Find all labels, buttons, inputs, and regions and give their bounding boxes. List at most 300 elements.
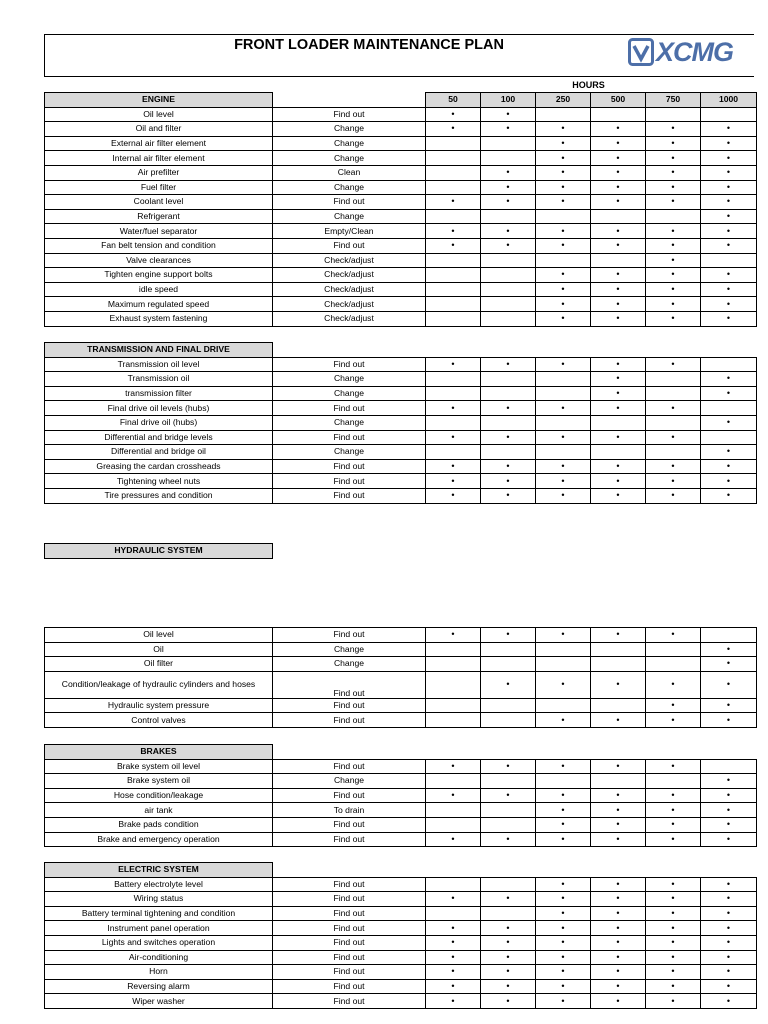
interval-cell-500 [591,642,646,657]
bullet-mark: • [506,123,510,134]
interval-cell-750 [646,979,701,994]
interval-cell-100 [481,803,536,818]
interval-cell-750 [646,224,701,239]
item-cell: External air filter element [45,136,273,151]
section-title: ELECTRIC SYSTEM [45,863,273,878]
item-cell: Tighten engine support bolts [45,268,273,283]
bullet-mark: • [506,833,510,844]
table-row [45,253,757,268]
interval-cell-50 [426,165,481,180]
item-cell: Oil level [45,628,273,643]
interval-cell-250 [536,238,591,253]
interval-cell-50 [426,935,481,950]
interval-cell-750 [646,136,701,151]
bullet-mark: • [561,196,565,207]
interval-cell-1000 [701,268,757,283]
interval-cell-100 [481,877,536,892]
interval-cell-250 [536,209,591,224]
interval-cell-100 [481,165,536,180]
interval-cell-500 [591,357,646,372]
interval-cell-50 [426,965,481,980]
item-cell: Brake and emergency operation [45,832,273,847]
interval-cell-250 [536,430,591,445]
bullet-mark: • [616,137,620,148]
bullet-mark: • [561,951,565,962]
bullet-mark: • [561,181,565,192]
bullet-mark: • [671,789,675,800]
action-cell: Check/adjust [273,297,426,312]
item-cell: Fuel filter [45,180,273,195]
interval-cell-50 [426,774,481,789]
xcmg-wordmark: XCMG [656,36,733,67]
bullet-mark: • [561,966,565,977]
interval-cell-1000 [701,965,757,980]
bullet-mark: • [506,490,510,501]
interval-cell-1000 [701,698,757,713]
interval-cell-750 [646,372,701,387]
bullet-mark: • [726,980,731,991]
interval-cell-50 [426,698,481,713]
blank-cell [426,343,481,358]
interval-cell-1000 [701,224,757,239]
table-row [45,965,757,980]
interval-cell-750 [646,935,701,950]
action-cell: Find out [273,430,426,445]
item-cell: Battery electrolyte level [45,877,273,892]
interval-cell-50 [426,195,481,210]
table-row [45,238,757,253]
interval-cell-500 [591,459,646,474]
action-header-blank [273,93,426,108]
table-row [45,906,757,921]
item-cell: Reversing alarm [45,979,273,994]
interval-cell-50 [426,401,481,416]
bullet-mark: • [506,995,510,1006]
interval-cell-750 [646,195,701,210]
bullet-mark: • [726,714,731,725]
interval-cell-1000 [701,642,757,657]
section-title: BRAKES [45,745,273,760]
action-cell: Find out [273,832,426,847]
bullet-mark: • [616,123,620,134]
item-cell: Tightening wheel nuts [45,474,273,489]
bullet-mark: • [726,387,731,398]
interval-cell-500 [591,979,646,994]
table-row [45,386,757,401]
table-row [45,209,757,224]
interval-cell-1000 [701,459,757,474]
interval-cell-1000 [701,357,757,372]
blank-cell [481,863,536,878]
bullet-mark: • [616,937,620,948]
action-cell: Find out [273,759,426,774]
bullet-mark: • [506,358,510,369]
table-row [45,297,757,312]
bullet-mark: • [506,893,510,904]
interval-cell-500 [591,698,646,713]
interval-cell-500 [591,195,646,210]
interval-cell-500 [591,671,646,698]
action-cell: Change [273,136,426,151]
interval-cell-250 [536,994,591,1009]
interval-cell-100 [481,759,536,774]
table-row [45,122,757,137]
item-cell: Differential and bridge levels [45,430,273,445]
bullet-mark: • [506,679,510,690]
interval-cell-50 [426,892,481,907]
interval-cell-500 [591,892,646,907]
bullet-mark: • [671,269,675,280]
table-row [45,282,757,297]
bullet-mark: • [451,475,455,486]
interval-cell-250 [536,224,591,239]
bullet-mark: • [726,878,731,889]
bullet-mark: • [506,966,510,977]
item-cell: Oil [45,642,273,657]
interval-cell-500 [591,817,646,832]
bullet-mark: • [506,937,510,948]
interval-cell-50 [426,474,481,489]
hours-col-250: 250 [536,93,591,108]
action-cell: Change [273,180,426,195]
interval-cell-750 [646,671,701,698]
interval-cell-750 [646,386,701,401]
interval-cell-250 [536,774,591,789]
interval-cell-250 [536,892,591,907]
action-cell: Change [273,642,426,657]
interval-cell-750 [646,817,701,832]
electric-section [44,862,757,1009]
interval-cell-50 [426,311,481,326]
bullet-mark: • [671,181,675,192]
interval-cell-100 [481,268,536,283]
interval-cell-750 [646,122,701,137]
interval-cell-500 [591,238,646,253]
item-cell: Final drive oil levels (hubs) [45,401,273,416]
interval-cell-1000 [701,107,757,122]
interval-cell-250 [536,979,591,994]
interval-cell-250 [536,445,591,460]
bullet-mark: • [506,629,510,640]
interval-cell-250 [536,698,591,713]
interval-cell-250 [536,671,591,698]
bullet-mark: • [451,629,455,640]
bullet-mark: • [726,460,731,471]
blank-cell [426,863,481,878]
table-row [45,224,757,239]
interval-cell-1000 [701,430,757,445]
interval-cell-500 [591,430,646,445]
interval-cell-250 [536,906,591,921]
interval-cell-750 [646,209,701,224]
table-row [45,311,757,326]
interval-cell-250 [536,935,591,950]
bullet-mark: • [671,402,675,413]
interval-cell-500 [591,311,646,326]
action-cell: Find out [273,892,426,907]
action-cell: Find out [273,994,426,1009]
interval-cell-750 [646,474,701,489]
interval-cell-100 [481,430,536,445]
interval-cell-50 [426,297,481,312]
interval-cell-50 [426,107,481,122]
bullet-mark: • [616,225,620,236]
bullet-mark: • [561,878,565,889]
interval-cell-1000 [701,759,757,774]
interval-cell-1000 [701,803,757,818]
action-cell: Change [273,415,426,430]
blank-cell [591,343,646,358]
item-cell: Refrigerant [45,209,273,224]
interval-cell-50 [426,209,481,224]
interval-cell-750 [646,107,701,122]
bullet-mark: • [451,358,455,369]
item-cell: Battery terminal tightening and condition [45,906,273,921]
bullet-mark: • [561,225,565,236]
interval-cell-50 [426,445,481,460]
item-cell: Oil and filter [45,122,273,137]
interval-cell-250 [536,386,591,401]
table-row [45,372,757,387]
item-cell: Condition/leakage of hydraulic cylinders and hoses [45,671,273,698]
bullet-mark: • [616,760,620,771]
section-title: ENGINE [45,93,273,108]
interval-cell-1000 [701,979,757,994]
bullet-mark: • [726,907,731,918]
bullet-mark: • [506,431,510,442]
bullet-mark: • [616,475,620,486]
interval-cell-250 [536,759,591,774]
item-cell: Coolant level [45,195,273,210]
bullet-mark: • [451,937,455,948]
item-cell: Greasing the cardan crossheads [45,459,273,474]
interval-cell-750 [646,713,701,728]
item-cell: Wiper washer [45,994,273,1009]
table-row [45,994,757,1009]
interval-cell-100 [481,386,536,401]
blank-cell [646,863,701,878]
bullet-mark: • [561,833,565,844]
interval-cell-500 [591,268,646,283]
action-cell: Find out [273,671,426,698]
bullet-mark: • [451,196,455,207]
interval-cell-100 [481,122,536,137]
bullet-mark: • [451,966,455,977]
interval-cell-250 [536,832,591,847]
bullet-mark: • [671,760,675,771]
bullet-mark: • [451,225,455,236]
interval-cell-500 [591,759,646,774]
item-cell: Instrument panel operation [45,921,273,936]
item-cell: idle speed [45,282,273,297]
interval-cell-500 [591,994,646,1009]
blank-cell [426,745,481,760]
bullet-mark: • [506,760,510,771]
item-cell: Transmission oil [45,372,273,387]
item-cell: Final drive oil (hubs) [45,415,273,430]
bullet-mark: • [561,907,565,918]
action-cell: Find out [273,459,426,474]
interval-cell-100 [481,935,536,950]
interval-cell-1000 [701,628,757,643]
bullet-mark: • [671,358,675,369]
bullet-mark: • [726,181,731,192]
blank-cell [591,863,646,878]
interval-cell-750 [646,950,701,965]
bullet-mark: • [726,775,731,786]
item-cell: Internal air filter element [45,151,273,166]
interval-cell-750 [646,151,701,166]
interval-cell-500 [591,657,646,672]
bullet-mark: • [506,167,510,178]
action-cell: Change [273,445,426,460]
interval-cell-50 [426,386,481,401]
bullet-mark: • [506,240,510,251]
interval-cell-500 [591,401,646,416]
table-row [45,136,757,151]
bullet-mark: • [671,240,675,251]
bullet-mark: • [671,699,675,710]
interval-cell-750 [646,698,701,713]
bullet-mark: • [671,937,675,948]
table-row [45,459,757,474]
item-cell: Differential and bridge oil [45,445,273,460]
bullet-mark: • [726,446,731,457]
bullet-mark: • [451,995,455,1006]
interval-cell-500 [591,282,646,297]
interval-cell-50 [426,671,481,698]
item-cell: air tank [45,803,273,818]
interval-cell-500 [591,803,646,818]
interval-cell-100 [481,921,536,936]
bullet-mark: • [671,980,675,991]
item-cell: Air prefilter [45,165,273,180]
section-title: TRANSMISSION AND FINAL DRIVE [45,343,273,358]
interval-cell-1000 [701,788,757,803]
interval-cell-100 [481,817,536,832]
interval-cell-500 [591,165,646,180]
section-header-row [45,863,757,878]
interval-cell-100 [481,459,536,474]
bullet-mark: • [616,313,620,324]
interval-cell-1000 [701,877,757,892]
action-cell: Find out [273,906,426,921]
bullet-mark: • [726,966,731,977]
bullet-mark: • [671,196,675,207]
table-row [45,671,757,698]
item-cell: Air-conditioning [45,950,273,965]
interval-cell-250 [536,180,591,195]
interval-cell-100 [481,107,536,122]
interval-cell-750 [646,445,701,460]
bullet-mark: • [726,951,731,962]
interval-cell-1000 [701,311,757,326]
bullet-mark: • [726,995,731,1006]
interval-cell-250 [536,107,591,122]
interval-cell-750 [646,892,701,907]
interval-cell-100 [481,372,536,387]
bullet-mark: • [671,893,675,904]
interval-cell-250 [536,165,591,180]
bullet-mark: • [561,431,565,442]
action-cell: Find out [273,965,426,980]
bullet-mark: • [726,699,731,710]
table-row [45,430,757,445]
action-cell: Check/adjust [273,311,426,326]
table-row [45,474,757,489]
table-row [45,151,757,166]
interval-cell-50 [426,832,481,847]
bullet-mark: • [451,980,455,991]
bullet-mark: • [671,878,675,889]
bullet-mark: • [506,922,510,933]
interval-cell-50 [426,803,481,818]
bullet-mark: • [616,922,620,933]
interval-cell-750 [646,774,701,789]
interval-cell-750 [646,253,701,268]
action-header-blank [273,343,426,358]
blank-cell [536,863,591,878]
table-row [45,357,757,372]
bullet-mark: • [616,980,620,991]
bullet-mark: • [561,313,565,324]
interval-cell-1000 [701,122,757,137]
interval-cell-250 [536,488,591,503]
hours-col-750: 750 [646,93,701,108]
interval-cell-100 [481,415,536,430]
action-header-blank [273,863,426,878]
bullet-mark: • [506,475,510,486]
interval-cell-1000 [701,921,757,936]
interval-cell-500 [591,415,646,430]
section-title: HYDRAULIC SYSTEM [45,544,273,559]
table-row [45,195,757,210]
table-row [45,488,757,503]
interval-cell-100 [481,224,536,239]
interval-cell-250 [536,713,591,728]
interval-cell-500 [591,136,646,151]
interval-cell-250 [536,474,591,489]
bullet-mark: • [616,893,620,904]
hours-col-500: 500 [591,93,646,108]
interval-cell-100 [481,209,536,224]
interval-cell-500 [591,253,646,268]
item-cell: Fan belt tension and condition [45,238,273,253]
brakes-table [44,744,757,847]
interval-cell-1000 [701,136,757,151]
interval-cell-1000 [701,906,757,921]
bullet-mark: • [726,658,731,669]
interval-cell-500 [591,713,646,728]
action-cell: Find out [273,195,426,210]
bullet-mark: • [726,475,731,486]
interval-cell-1000 [701,180,757,195]
action-cell: Find out [273,698,426,713]
bullet-mark: • [506,460,510,471]
bullet-mark: • [616,966,620,977]
bullet-mark: • [671,966,675,977]
table-row [45,950,757,965]
bullet-mark: • [726,373,731,384]
action-cell: Find out [273,628,426,643]
interval-cell-500 [591,297,646,312]
bullet-mark: • [506,980,510,991]
bullet-mark: • [451,123,455,134]
bullet-mark: • [671,152,675,163]
interval-cell-100 [481,642,536,657]
interval-cell-50 [426,357,481,372]
bullet-mark: • [561,714,565,725]
